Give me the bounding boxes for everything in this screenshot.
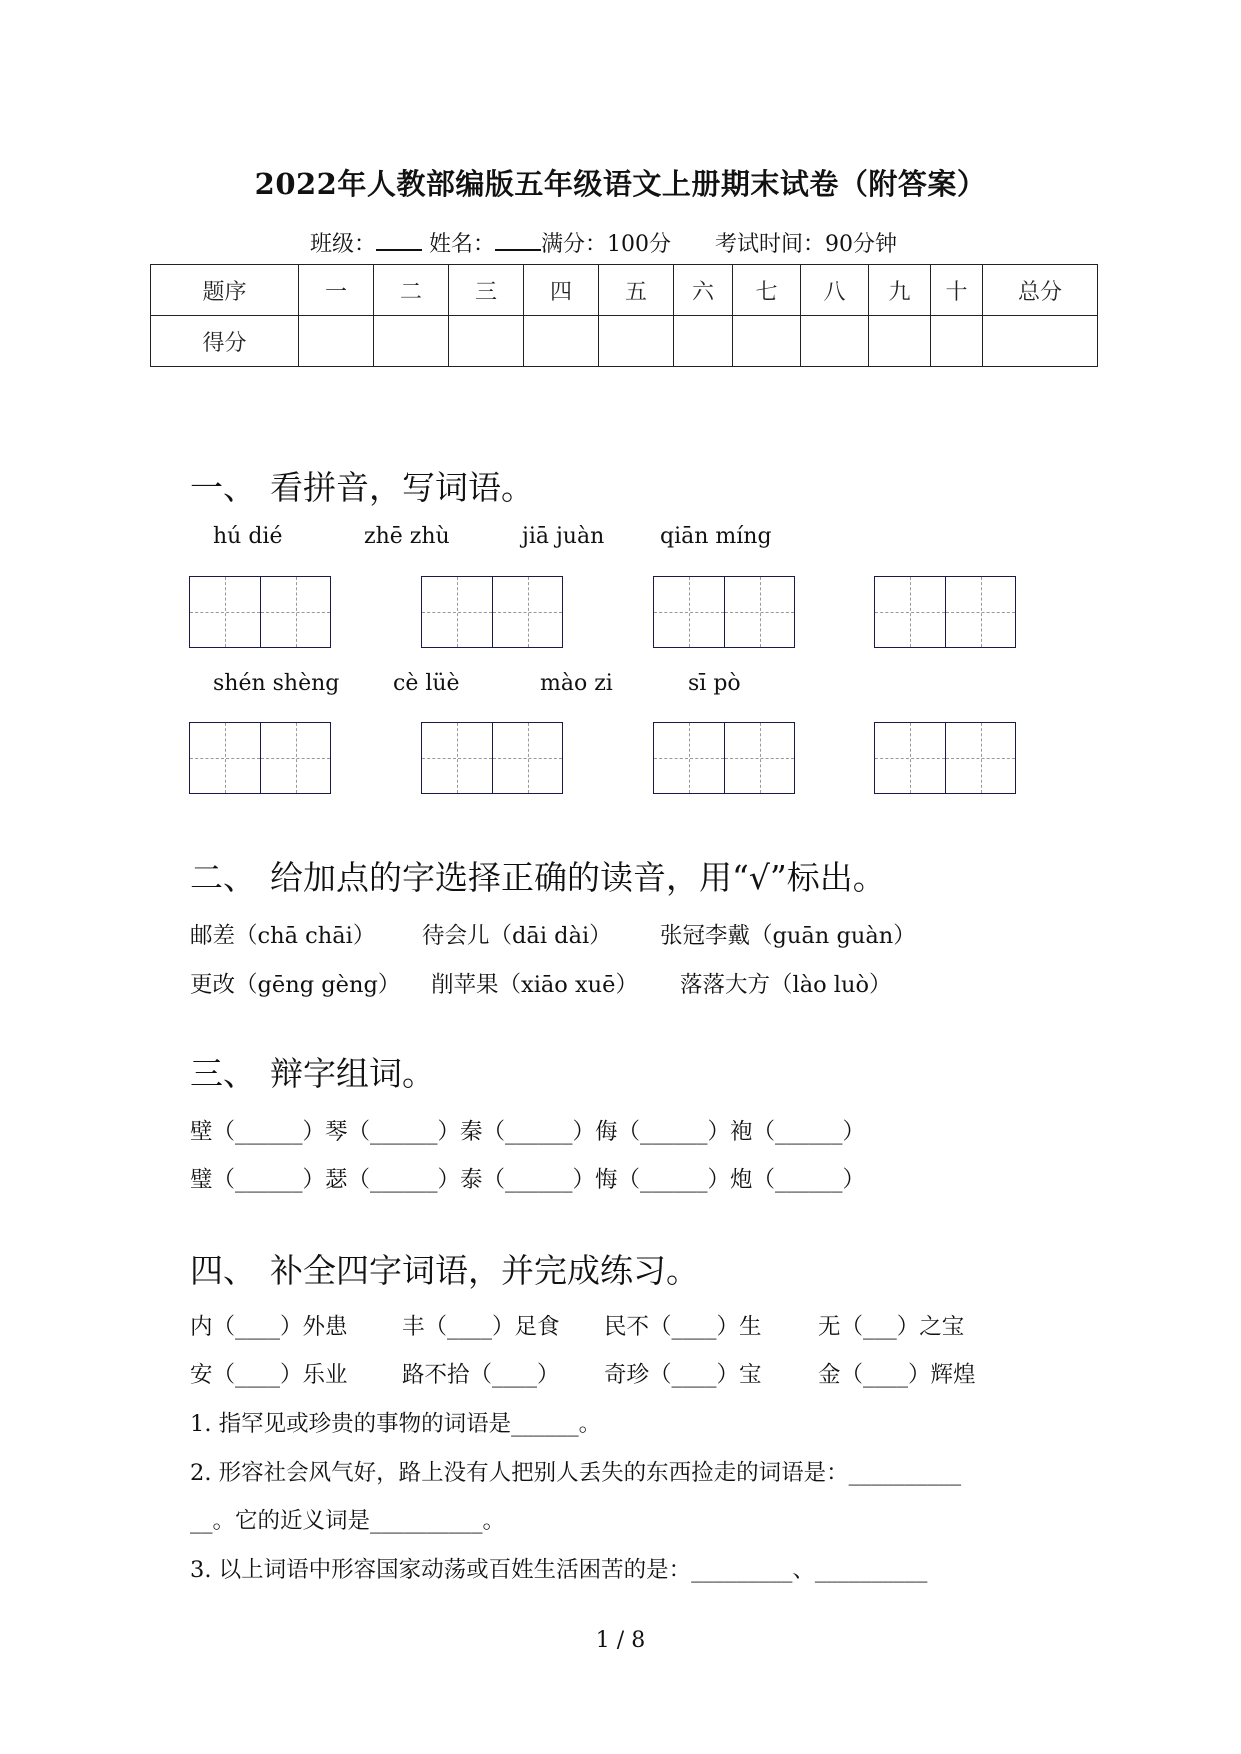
tianzige-box[interactable] bbox=[874, 576, 1016, 648]
score-cell[interactable] bbox=[374, 316, 449, 367]
header-cell: 四 bbox=[524, 265, 599, 316]
choice-item: 邮差（chā chāi） bbox=[190, 923, 376, 949]
question-2: 2. 形容社会风气好，路上没有人把别人丢失的东西捡走的词语是：__________ bbox=[190, 1460, 962, 1486]
section-number: 二、 bbox=[190, 858, 256, 897]
tianzige-box[interactable] bbox=[189, 576, 331, 648]
row-label: 得分 bbox=[151, 316, 299, 367]
choice-item: 削苹果（xiāo xuē） bbox=[431, 972, 638, 998]
name-field[interactable] bbox=[495, 231, 541, 251]
section-1-heading bbox=[190, 462, 534, 509]
pinyin-label: sī pò bbox=[688, 671, 741, 696]
pinyin-label: jiā juàn bbox=[522, 524, 605, 549]
score-cell[interactable] bbox=[801, 316, 869, 367]
header-cell: 六 bbox=[674, 265, 733, 316]
pinyin-label: zhē zhù bbox=[364, 524, 450, 549]
word-group-line: 壁（______）琴（______）秦（______）侮（______）袍（______） bbox=[190, 1119, 866, 1145]
header-cell: 五 bbox=[599, 265, 674, 316]
tianzige-box[interactable] bbox=[653, 722, 795, 794]
tianzige-box[interactable] bbox=[874, 722, 1016, 794]
score-cell[interactable] bbox=[674, 316, 733, 367]
page-title: 2022年人教部编版五年级语文上册期末试卷（附答案） bbox=[254, 167, 987, 201]
choice-item: 更改（gēng gèng） bbox=[190, 972, 401, 998]
choice-item: 落落大方（lào luò） bbox=[680, 972, 892, 998]
score-cell[interactable] bbox=[869, 316, 931, 367]
idiom-item: 路不拾（____） bbox=[402, 1362, 560, 1388]
section-title: 辩字组词。 bbox=[270, 1054, 435, 1093]
question-3: 3. 以上词语中形容国家动荡或百姓生活困苦的是：_________、__________ bbox=[190, 1557, 928, 1583]
header-cell: 二 bbox=[374, 265, 449, 316]
header-cell: 总分 bbox=[983, 265, 1098, 316]
section-number: 四、 bbox=[190, 1251, 256, 1290]
section-title: 补全四字词语，并完成练习。 bbox=[270, 1251, 699, 1290]
idiom-item: 金（____）辉煌 bbox=[818, 1362, 976, 1388]
header-cell: 一 bbox=[299, 265, 374, 316]
score-cell[interactable] bbox=[524, 316, 599, 367]
choice-item: 待会儿（dāi dài） bbox=[422, 923, 612, 949]
idiom-item: 无（___）之宝 bbox=[818, 1314, 965, 1340]
class-label: 班级： bbox=[310, 232, 377, 257]
idiom-item: 丰（____）足食 bbox=[402, 1314, 560, 1340]
header-cell: 七 bbox=[733, 265, 801, 316]
class-field[interactable] bbox=[376, 231, 422, 251]
idiom-item: 奇珍（____）宝 bbox=[604, 1362, 762, 1388]
choice-item: 张冠李戴（guān guàn） bbox=[660, 923, 916, 949]
section-2-heading bbox=[190, 852, 886, 899]
exam-info bbox=[310, 227, 897, 258]
header-cell: 题序 bbox=[151, 265, 299, 316]
pinyin-label: hú dié bbox=[213, 524, 283, 549]
idiom-item: 内（____）外患 bbox=[190, 1314, 348, 1340]
score-table-header-row bbox=[151, 265, 1098, 316]
section-number: 一、 bbox=[190, 468, 256, 507]
section-title: 看拼音，写词语。 bbox=[270, 468, 534, 507]
header-cell: 十 bbox=[931, 265, 983, 316]
score-cell[interactable] bbox=[449, 316, 524, 367]
tianzige-box[interactable] bbox=[421, 722, 563, 794]
score-table bbox=[150, 264, 1098, 367]
score-table-score-row bbox=[151, 316, 1098, 367]
section-4-heading bbox=[190, 1245, 699, 1292]
tianzige-box[interactable] bbox=[653, 576, 795, 648]
section-number: 三、 bbox=[190, 1054, 256, 1093]
question-2-continued: __。它的近义词是__________。 bbox=[190, 1508, 506, 1534]
header-cell: 三 bbox=[449, 265, 524, 316]
pinyin-label: qiān míng bbox=[660, 524, 772, 549]
pinyin-label: mào zi bbox=[540, 671, 613, 696]
tianzige-box[interactable] bbox=[421, 576, 563, 648]
exam-time: 考试时间：90分钟 bbox=[715, 232, 898, 257]
header-cell: 八 bbox=[801, 265, 869, 316]
score-cell[interactable] bbox=[733, 316, 801, 367]
pinyin-label: shén shèng bbox=[213, 671, 340, 696]
idiom-item: 民不（____）生 bbox=[604, 1314, 762, 1340]
name-label: 姓名： bbox=[429, 232, 496, 257]
section-3-heading bbox=[190, 1048, 435, 1095]
tianzige-box[interactable] bbox=[189, 722, 331, 794]
section-title: 给加点的字选择正确的读音，用“√”标出。 bbox=[270, 858, 886, 897]
score-cell[interactable] bbox=[983, 316, 1098, 367]
idiom-item: 安（____）乐业 bbox=[190, 1362, 348, 1388]
pinyin-label: cè lüè bbox=[393, 671, 460, 696]
score-cell[interactable] bbox=[599, 316, 674, 367]
question-1: 1. 指罕见或珍贵的事物的词语是______。 bbox=[190, 1411, 602, 1437]
score-cell[interactable] bbox=[299, 316, 374, 367]
header-cell: 九 bbox=[869, 265, 931, 316]
full-score: 满分：100分 bbox=[541, 232, 672, 257]
page-number: 1 / 8 bbox=[595, 1628, 646, 1653]
word-group-line: 璧（______）瑟（______）泰（______）悔（______）炮（______） bbox=[190, 1167, 866, 1193]
score-cell[interactable] bbox=[931, 316, 983, 367]
